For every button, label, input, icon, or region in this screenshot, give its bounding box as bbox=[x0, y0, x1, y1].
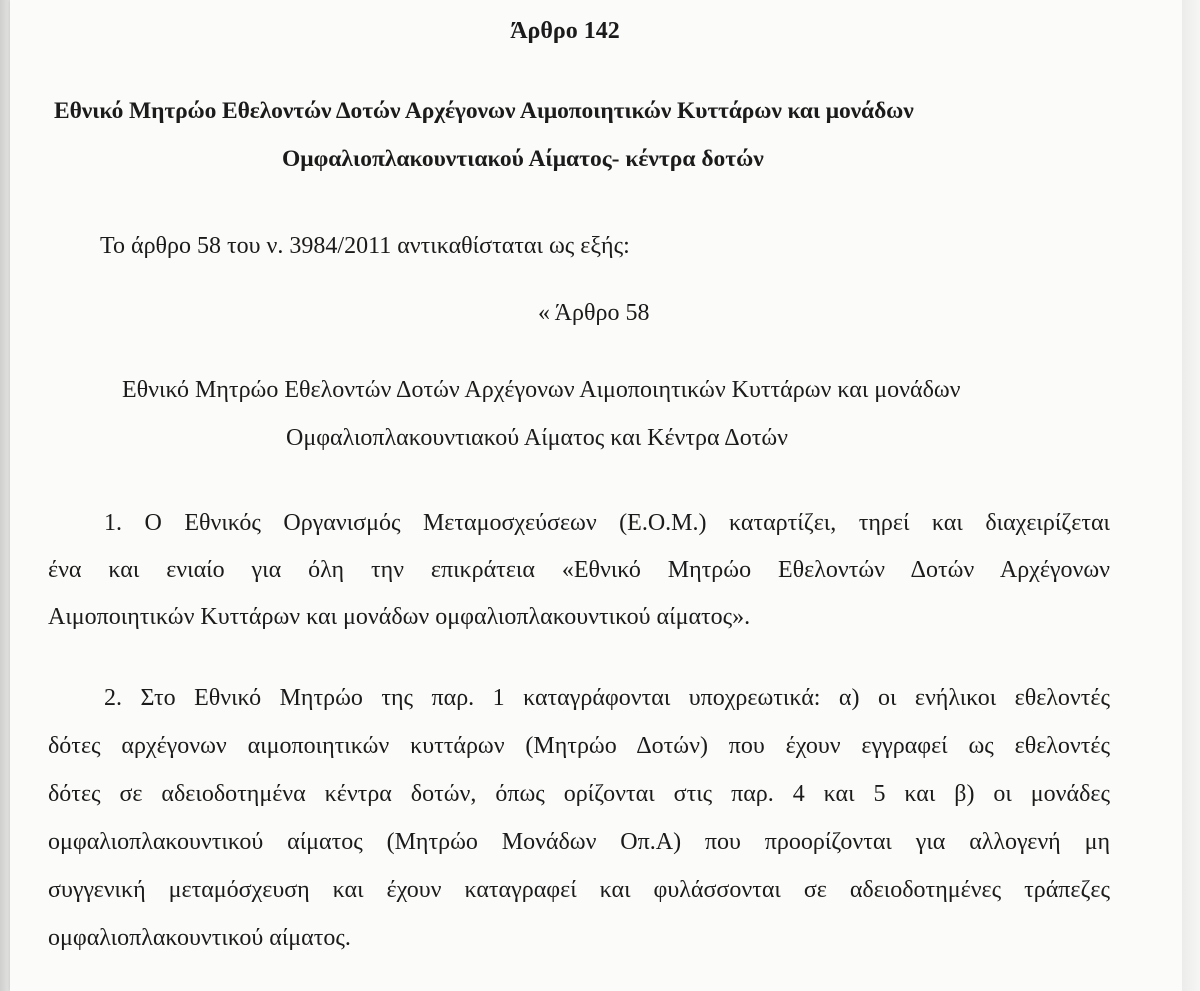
paragraph-2-line-1: 2. Στο Εθνικό Μητρώο της παρ. 1 καταγράφονται υποχρεωτικά: α) οι ενήλικοι εθελοντές bbox=[104, 685, 1110, 711]
paragraph-2-line-2: δότες αρχέγονων αιμοποιητικών κυττάρων (Μητρώο Δοτών) που έχουν εγγραφεί ως εθελοντές bbox=[48, 733, 1110, 759]
article-heading-line-1: Εθνικό Μητρώο Εθελοντών Δοτών Αρχέγονων Αιμοποιητικών Κυττάρων και μονάδων bbox=[54, 98, 914, 124]
quoted-article-number-title: « Άρθρο 58 bbox=[538, 300, 650, 326]
paragraph-1-line-1: 1. Ο Εθνικός Οργανισμός Μεταμοσχεύσεων (Ε.Ο.Μ.) καταρτίζει, τηρεί και διαχειρίζεται bbox=[104, 510, 1110, 536]
paragraph-2-line-6: ομφαλιοπλακουντικού αίματος. bbox=[48, 925, 351, 951]
article-heading-line-2: Ομφαλιοπλακουντιακού Αίματος- κέντρα δοτών bbox=[282, 146, 764, 172]
paragraph-1-line-3: Αιμοποιητικών Κυττάρων και μονάδων ομφαλιοπλακουντικού αίματος». bbox=[48, 604, 751, 630]
article-number-title: Άρθρο 142 bbox=[510, 18, 620, 44]
paragraph-2-line-5: συγγενική μεταμόσχευση και έχουν καταγραφεί και φυλάσσονται σε αδειοδοτημένες τράπεζες bbox=[48, 877, 1110, 903]
article-intro: Το άρθρο 58 του ν. 3984/2011 αντικαθίσταται ως εξής: bbox=[100, 233, 630, 259]
paragraph-1-line-2: ένα και ενιαίο για όλη την επικράτεια «Εθνικό Μητρώο Εθελοντών Δοτών Αρχέγονων bbox=[48, 557, 1110, 583]
paragraph-2-line-3: δότες σε αδειοδοτημένα κέντρα δοτών, όπως ορίζονται στις παρ. 4 και 5 και β) οι μονάδες bbox=[48, 781, 1110, 807]
quoted-article-heading-line-1: Εθνικό Μητρώο Εθελοντών Δοτών Αρχέγονων Αιμοποιητικών Κυττάρων και μονάδων bbox=[122, 377, 961, 403]
paragraph-2-line-4: ομφαλιοπλακουντικού αίματος (Μητρώο Μονάδων Οπ.Α) που προορίζονται για αλλογενή μη bbox=[48, 829, 1110, 855]
quoted-article-heading-line-2: Ομφαλιοπλακουντιακού Αίματος και Κέντρα Δοτών bbox=[286, 425, 789, 451]
